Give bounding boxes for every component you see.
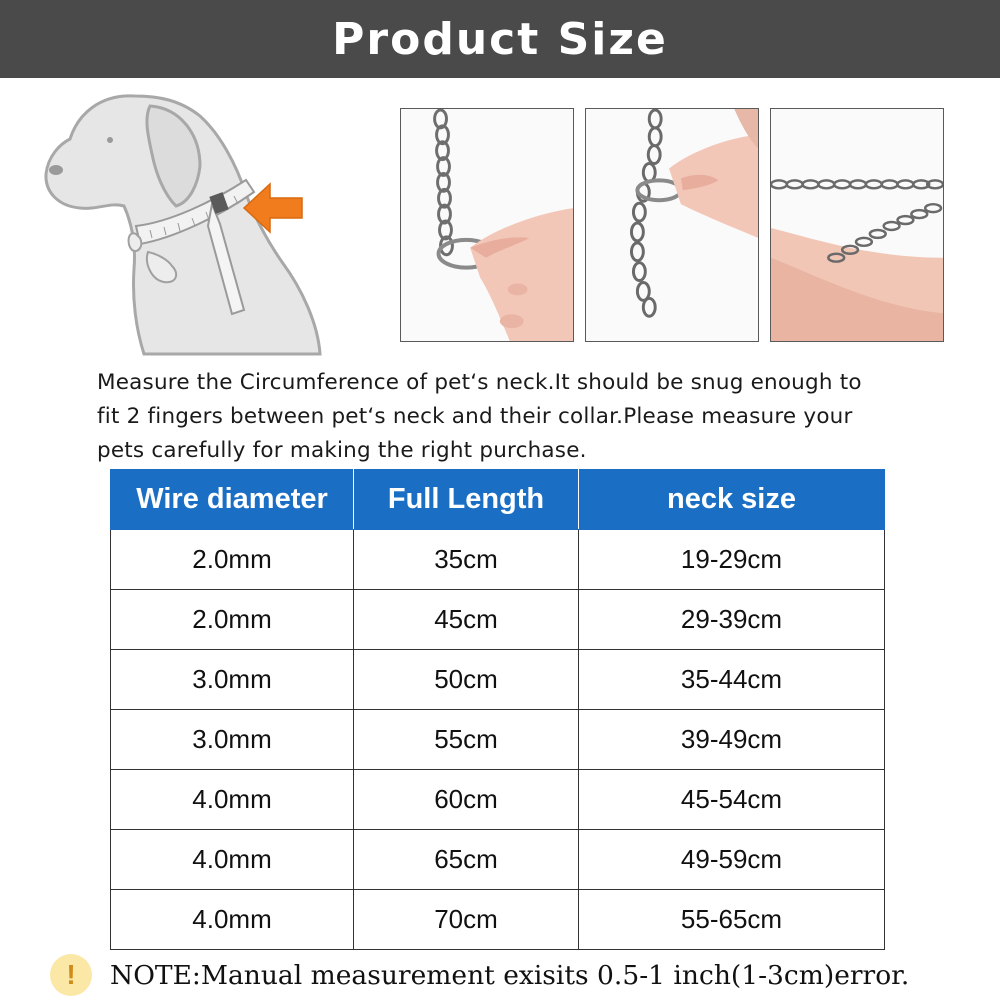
table-row: [111, 830, 885, 890]
page-title: Product Size: [332, 13, 668, 65]
table-row: [111, 890, 885, 950]
cell-wire-diameter: 4.0mm: [111, 830, 354, 890]
cell-full-length: 50cm: [354, 650, 579, 710]
table-row: [111, 590, 885, 650]
instruction-line: pets carefully for making the right purchase.: [97, 438, 587, 463]
page-banner: [0, 0, 1000, 78]
cell-neck-size: 19-29cm: [579, 530, 885, 590]
photo-chain-ring: [400, 108, 574, 342]
header-full-length: Full Length: [354, 470, 579, 530]
cell-wire-diameter: 4.0mm: [111, 890, 354, 950]
cell-wire-diameter: 3.0mm: [111, 710, 354, 770]
cell-wire-diameter: 4.0mm: [111, 770, 354, 830]
cell-wire-diameter: 3.0mm: [111, 650, 354, 710]
warning-icon: !: [50, 954, 92, 996]
table-row: [111, 770, 885, 830]
cell-wire-diameter: 2.0mm: [111, 530, 354, 590]
cell-full-length: 70cm: [354, 890, 579, 950]
cell-neck-size: 35-44cm: [579, 650, 885, 710]
cell-full-length: 35cm: [354, 530, 579, 590]
cell-neck-size: 29-39cm: [579, 590, 885, 650]
cell-full-length: 60cm: [354, 770, 579, 830]
size-table: [110, 469, 885, 950]
cell-neck-size: 55-65cm: [579, 890, 885, 950]
photo-chain-wrist: [770, 108, 944, 342]
cell-full-length: 65cm: [354, 830, 579, 890]
measure-instructions: [97, 366, 967, 468]
header-wire-diameter: Wire diameter: [111, 470, 354, 530]
table-header-row: [111, 470, 885, 530]
table-row: [111, 650, 885, 710]
dog-measure-illustration: [40, 84, 340, 366]
note-row: [50, 952, 909, 998]
cell-wire-diameter: 2.0mm: [111, 590, 354, 650]
cell-full-length: 45cm: [354, 590, 579, 650]
cell-neck-size: 39-49cm: [579, 710, 885, 770]
instruction-line: fit 2 fingers between pet‘s neck and their collar.Please measure your: [97, 404, 853, 429]
note-text: NOTE:Manual measurement exisits 0.5-1 inch(1-3cm)error.: [110, 959, 910, 991]
cell-neck-size: 49-59cm: [579, 830, 885, 890]
photo-chain-fingers: [585, 108, 759, 342]
table-row: [111, 710, 885, 770]
instruction-line: Measure the Circumference of pet‘s neck.It should be snug enough to: [97, 370, 862, 395]
cell-neck-size: 45-54cm: [579, 770, 885, 830]
cell-full-length: 55cm: [354, 710, 579, 770]
header-neck-size: neck size: [579, 470, 885, 530]
table-row: [111, 530, 885, 590]
